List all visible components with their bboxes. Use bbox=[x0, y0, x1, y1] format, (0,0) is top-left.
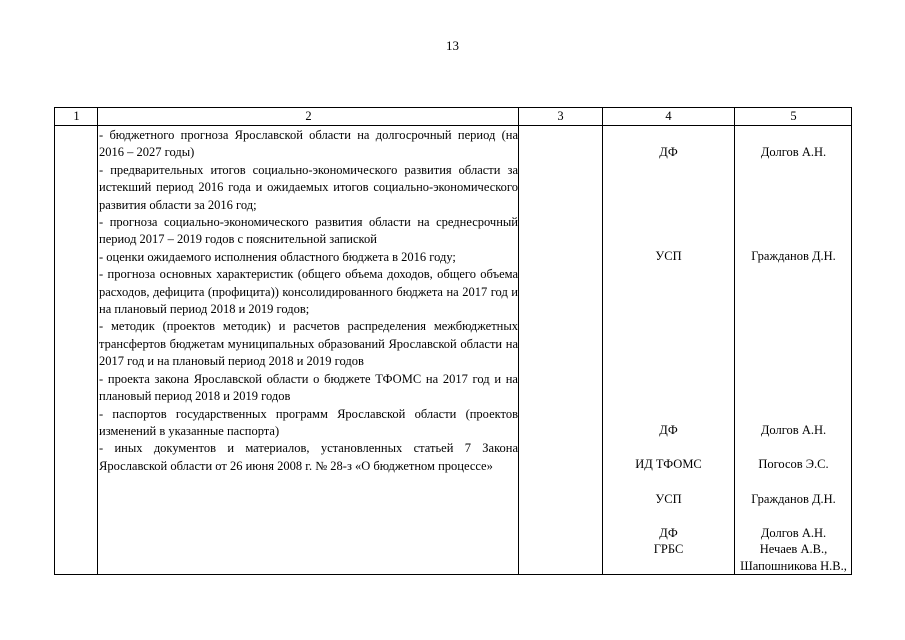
documents-list bbox=[99, 127, 518, 475]
list-item: - проекта закона Ярославской области о бюджете ТФОМС на 2017 год и на плановый период 2018 и 2019 годов bbox=[99, 371, 518, 404]
responsible-person: Долгов А.Н. bbox=[760, 526, 827, 540]
page-number: 13 bbox=[446, 38, 459, 53]
list-item: - оценки ожидаемого исполнения областного бюджета в 2016 году; bbox=[99, 249, 456, 264]
responsible-org: ГРБС bbox=[653, 542, 684, 556]
column-divider bbox=[97, 108, 98, 574]
responsible-person: Шапошникова Н.В., bbox=[740, 559, 847, 573]
header-col-4: 4 bbox=[665, 109, 672, 123]
header-col-3: 3 bbox=[557, 109, 564, 123]
responsible-org: УСП bbox=[655, 492, 682, 506]
list-item: - прогноза социально-экономического развития области на среднесрочный период 2017 – 2019 годов с пояснительной запиской bbox=[99, 215, 518, 247]
list-item: - предварительных итогов социально-экономического развития области за истекший период 2016 года и ожидаемых итогов социально-экономического развития области за 2016 год; bbox=[99, 162, 518, 212]
responsible-person: Нечаев А.В., bbox=[759, 542, 828, 556]
responsible-person: Погосов Э.С. bbox=[758, 457, 829, 471]
list-item: - иных документов и материалов, установленных статьей 7 Закона Ярославской области от 26 июня 2008 г. № 28-з «О бюджетном процессе» bbox=[99, 441, 518, 473]
responsible-person: Долгов А.Н. bbox=[760, 423, 827, 437]
responsible-person: Гражданов Д.Н. bbox=[751, 249, 836, 263]
responsible-org: ДФ bbox=[659, 526, 678, 540]
schedule-table bbox=[54, 107, 852, 575]
responsible-org: УСП bbox=[655, 249, 682, 263]
list-item: - методик (проектов методик) и расчетов распределения межбюджетных трансфертов бюджетам муниципальных образований Ярославской области на 2017 год и на плановый период 2018 и 2019 годов bbox=[99, 319, 518, 369]
list-item: - прогноза основных характеристик (общего объема доходов, общего объема расходов, дефицита (профицита)) консолидированного бюджета на 2017 год и на плановый период 2018 и 2019 годов; bbox=[99, 267, 518, 317]
responsible-person: Гражданов Д.Н. bbox=[751, 492, 836, 506]
responsible-org: ДФ bbox=[659, 423, 678, 437]
responsible-org: ДФ bbox=[659, 145, 678, 159]
header-col-5: 5 bbox=[790, 109, 797, 123]
header-col-2: 2 bbox=[305, 109, 312, 123]
list-item: - паспортов государственных программ Ярославской области (проектов изменений в указанные паспорта) bbox=[99, 406, 518, 438]
responsible-org: ИД ТФОМС bbox=[635, 457, 702, 471]
column-divider bbox=[518, 108, 519, 574]
table-header-row bbox=[55, 108, 851, 126]
header-col-1: 1 bbox=[73, 109, 80, 123]
list-item: - бюджетного прогноза Ярославской области на долгосрочный период (на 2016 – 2027 годы) bbox=[99, 128, 518, 160]
responsible-person: Долгов А.Н. bbox=[760, 145, 827, 159]
